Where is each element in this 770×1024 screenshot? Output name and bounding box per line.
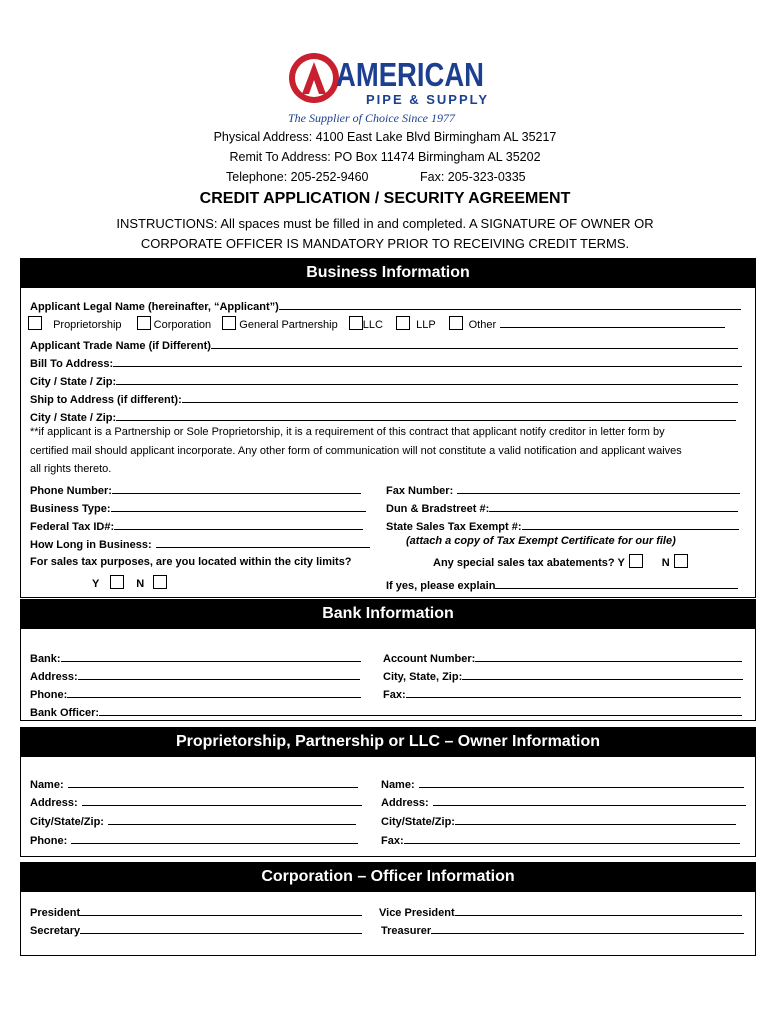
how-long-field[interactable]	[156, 537, 370, 548]
partnership-note-line-1: **if applicant is a Partnership or Sole Proprietorship, it is a requirement of this contract that applicant notify creditor in letter form by	[30, 426, 665, 438]
bank-address-field[interactable]	[78, 669, 360, 680]
bank-label: Bank:	[30, 653, 61, 665]
llp-checkbox[interactable]	[396, 316, 410, 330]
city-state-zip-field[interactable]	[116, 374, 738, 385]
owner-1-address-label: Address:	[30, 797, 78, 809]
instructions-line-1: INSTRUCTIONS: All spaces must be filled in and completed. A SIGNATURE OF OWNER OR	[116, 216, 654, 231]
owner-1-phone-field[interactable]	[71, 833, 358, 844]
abatements-question: Any special sales tax abatements? Y	[433, 557, 625, 569]
explain-field[interactable]	[495, 578, 738, 589]
vice-president-field[interactable]	[455, 905, 742, 916]
attach-certificate-note: (attach a copy of Tax Exempt Certificate for our file)	[406, 535, 676, 547]
city-limits-no-checkbox[interactable]	[153, 575, 167, 589]
bill-to-label: Bill To Address:	[30, 358, 114, 370]
dun-bradstreet-field[interactable]	[489, 501, 738, 512]
other-checkbox[interactable]	[449, 316, 463, 330]
company-logo	[288, 50, 488, 126]
federal-tax-id-field[interactable]	[114, 519, 363, 530]
llc-label: LLC	[362, 319, 383, 331]
city-limits-no-label: N	[136, 578, 145, 590]
bank-field[interactable]	[61, 651, 361, 662]
bank-city-field[interactable]	[462, 669, 743, 680]
treasurer-label: Treasurer	[381, 925, 432, 937]
logo-sub: PIPE & SUPPLY	[366, 92, 490, 107]
trade-name-field[interactable]	[211, 338, 738, 349]
telephone: Telephone: 205-252-9460	[226, 170, 369, 184]
bank-phone-label: Phone:	[30, 689, 68, 701]
llp-label: LLP	[416, 319, 436, 331]
city-limits-yes-label: Y	[92, 578, 100, 590]
llc-checkbox[interactable]	[349, 316, 363, 330]
instructions-line-2: CORPORATE OFFICER IS MANDATORY PRIOR TO RECEIVING CREDIT TERMS.	[140, 236, 630, 251]
owner-1-city-field[interactable]	[108, 814, 356, 825]
bank-officer-field[interactable]	[99, 705, 742, 716]
president-field[interactable]	[80, 905, 362, 916]
vice-president-label: Vice President	[379, 907, 455, 919]
owner-2-address-label: Address:	[381, 797, 429, 809]
ship-to-label: Ship to Address (if different):	[30, 394, 182, 406]
owner-2-fax-field[interactable]	[404, 833, 740, 844]
bill-to-field[interactable]	[113, 356, 742, 367]
bank-address-label: Address:	[30, 671, 78, 683]
secretary-field[interactable]	[80, 923, 362, 934]
remit-address: Remit To Address: PO Box 11474 Birmingham AL 35202	[229, 150, 541, 164]
general-partnership-checkbox[interactable]	[222, 316, 236, 330]
corporation-heading: Corporation – Officer Information	[20, 862, 756, 892]
bank-city-label: City, State, Zip:	[383, 671, 463, 683]
trade-name-label: Applicant Trade Name (if Different)	[30, 340, 211, 352]
logo-brand: AMERICAN	[336, 56, 484, 93]
bank-fax-field[interactable]	[406, 687, 741, 698]
business-type-label: Business Type:	[30, 503, 111, 515]
bank-officer-label: Bank Officer:	[30, 707, 100, 719]
account-number-label: Account Number:	[383, 653, 476, 665]
owner-1-phone-label: Phone:	[30, 835, 68, 847]
partnership-note-line-2: certified mail should applicant incorporate. Any other form of communication will not constitute a valid notification and applicant waives	[30, 445, 682, 457]
partnership-note-line-3: all rights thereto.	[30, 463, 112, 475]
physical-address: Physical Address: 4100 East Lake Blvd Birmingham AL 35217	[213, 130, 557, 144]
ship-city-state-zip-field[interactable]	[116, 410, 736, 421]
owner-1-name-label: Name:	[30, 779, 64, 791]
city-limits-yes-checkbox[interactable]	[110, 575, 124, 589]
abatements-no-label: N	[661, 557, 670, 569]
ship-to-field[interactable]	[182, 392, 738, 403]
treasurer-field[interactable]	[431, 923, 744, 934]
federal-tax-id-label: Federal Tax ID#:	[30, 521, 115, 533]
city-state-zip-label: City / State / Zip:	[30, 376, 117, 388]
owner-2-name-field[interactable]	[419, 777, 744, 788]
president-label: President	[30, 907, 81, 919]
owner-1-name-field[interactable]	[68, 777, 358, 788]
legal-name-field[interactable]	[279, 299, 741, 310]
bank-heading: Bank Information	[20, 599, 756, 629]
corporation-checkbox[interactable]	[137, 316, 151, 330]
state-tax-exempt-label: State Sales Tax Exempt #:	[386, 521, 522, 533]
logo-tagline: The Supplier of Choice Since 1977	[288, 111, 455, 125]
fax-number-field[interactable]	[457, 483, 740, 494]
secretary-label: Secretary	[30, 925, 81, 937]
fax: Fax: 205-323-0335	[420, 170, 526, 184]
proprietorship-checkbox[interactable]	[28, 316, 42, 330]
owner-2-city-field[interactable]	[455, 814, 736, 825]
phone-number-label: Phone Number:	[30, 485, 112, 497]
owner-2-address-field[interactable]	[433, 795, 746, 806]
explain-label: If yes, please explain	[386, 580, 496, 592]
business-type-row	[28, 316, 725, 331]
bank-fax-label: Fax:	[383, 689, 406, 701]
bank-phone-field[interactable]	[67, 687, 361, 698]
page-title: CREDIT APPLICATION / SECURITY AGREEMENT	[199, 190, 571, 207]
owner-1-address-field[interactable]	[82, 795, 362, 806]
city-limits-question: For sales tax purposes, are you located within the city limits?	[30, 556, 352, 568]
business-heading: Business Information	[20, 258, 756, 288]
proprietorship-label: Proprietorship	[53, 319, 122, 331]
abatements-yes-checkbox[interactable]	[629, 554, 643, 568]
state-tax-exempt-field[interactable]	[522, 519, 739, 530]
general-partnership-label: General Partnership	[239, 319, 338, 331]
other-label: Other	[468, 319, 497, 331]
legal-name-label: Applicant Legal Name (hereinafter, “Applicant”)	[30, 301, 279, 313]
owner-2-fax-label: Fax:	[381, 835, 404, 847]
owner-heading: Proprietorship, Partnership or LLC – Owner Information	[20, 727, 756, 757]
account-number-field[interactable]	[475, 651, 742, 662]
ship-city-state-zip-label: City / State / Zip:	[30, 412, 117, 424]
business-type-field[interactable]	[111, 501, 366, 512]
other-field[interactable]	[500, 317, 725, 328]
fax-number-label: Fax Number:	[386, 485, 454, 497]
phone-number-field[interactable]	[112, 483, 361, 494]
how-long-label: How Long in Business:	[30, 539, 152, 551]
owner-2-name-label: Name:	[381, 779, 415, 791]
dun-bradstreet-label: Dun & Bradstreet #:	[386, 503, 490, 515]
corporation-label: Corporation	[153, 319, 212, 331]
owner-2-city-label: City/State/Zip:	[381, 816, 455, 828]
abatements-no-checkbox[interactable]	[674, 554, 688, 568]
owner-1-city-label: City/State/Zip:	[30, 816, 104, 828]
